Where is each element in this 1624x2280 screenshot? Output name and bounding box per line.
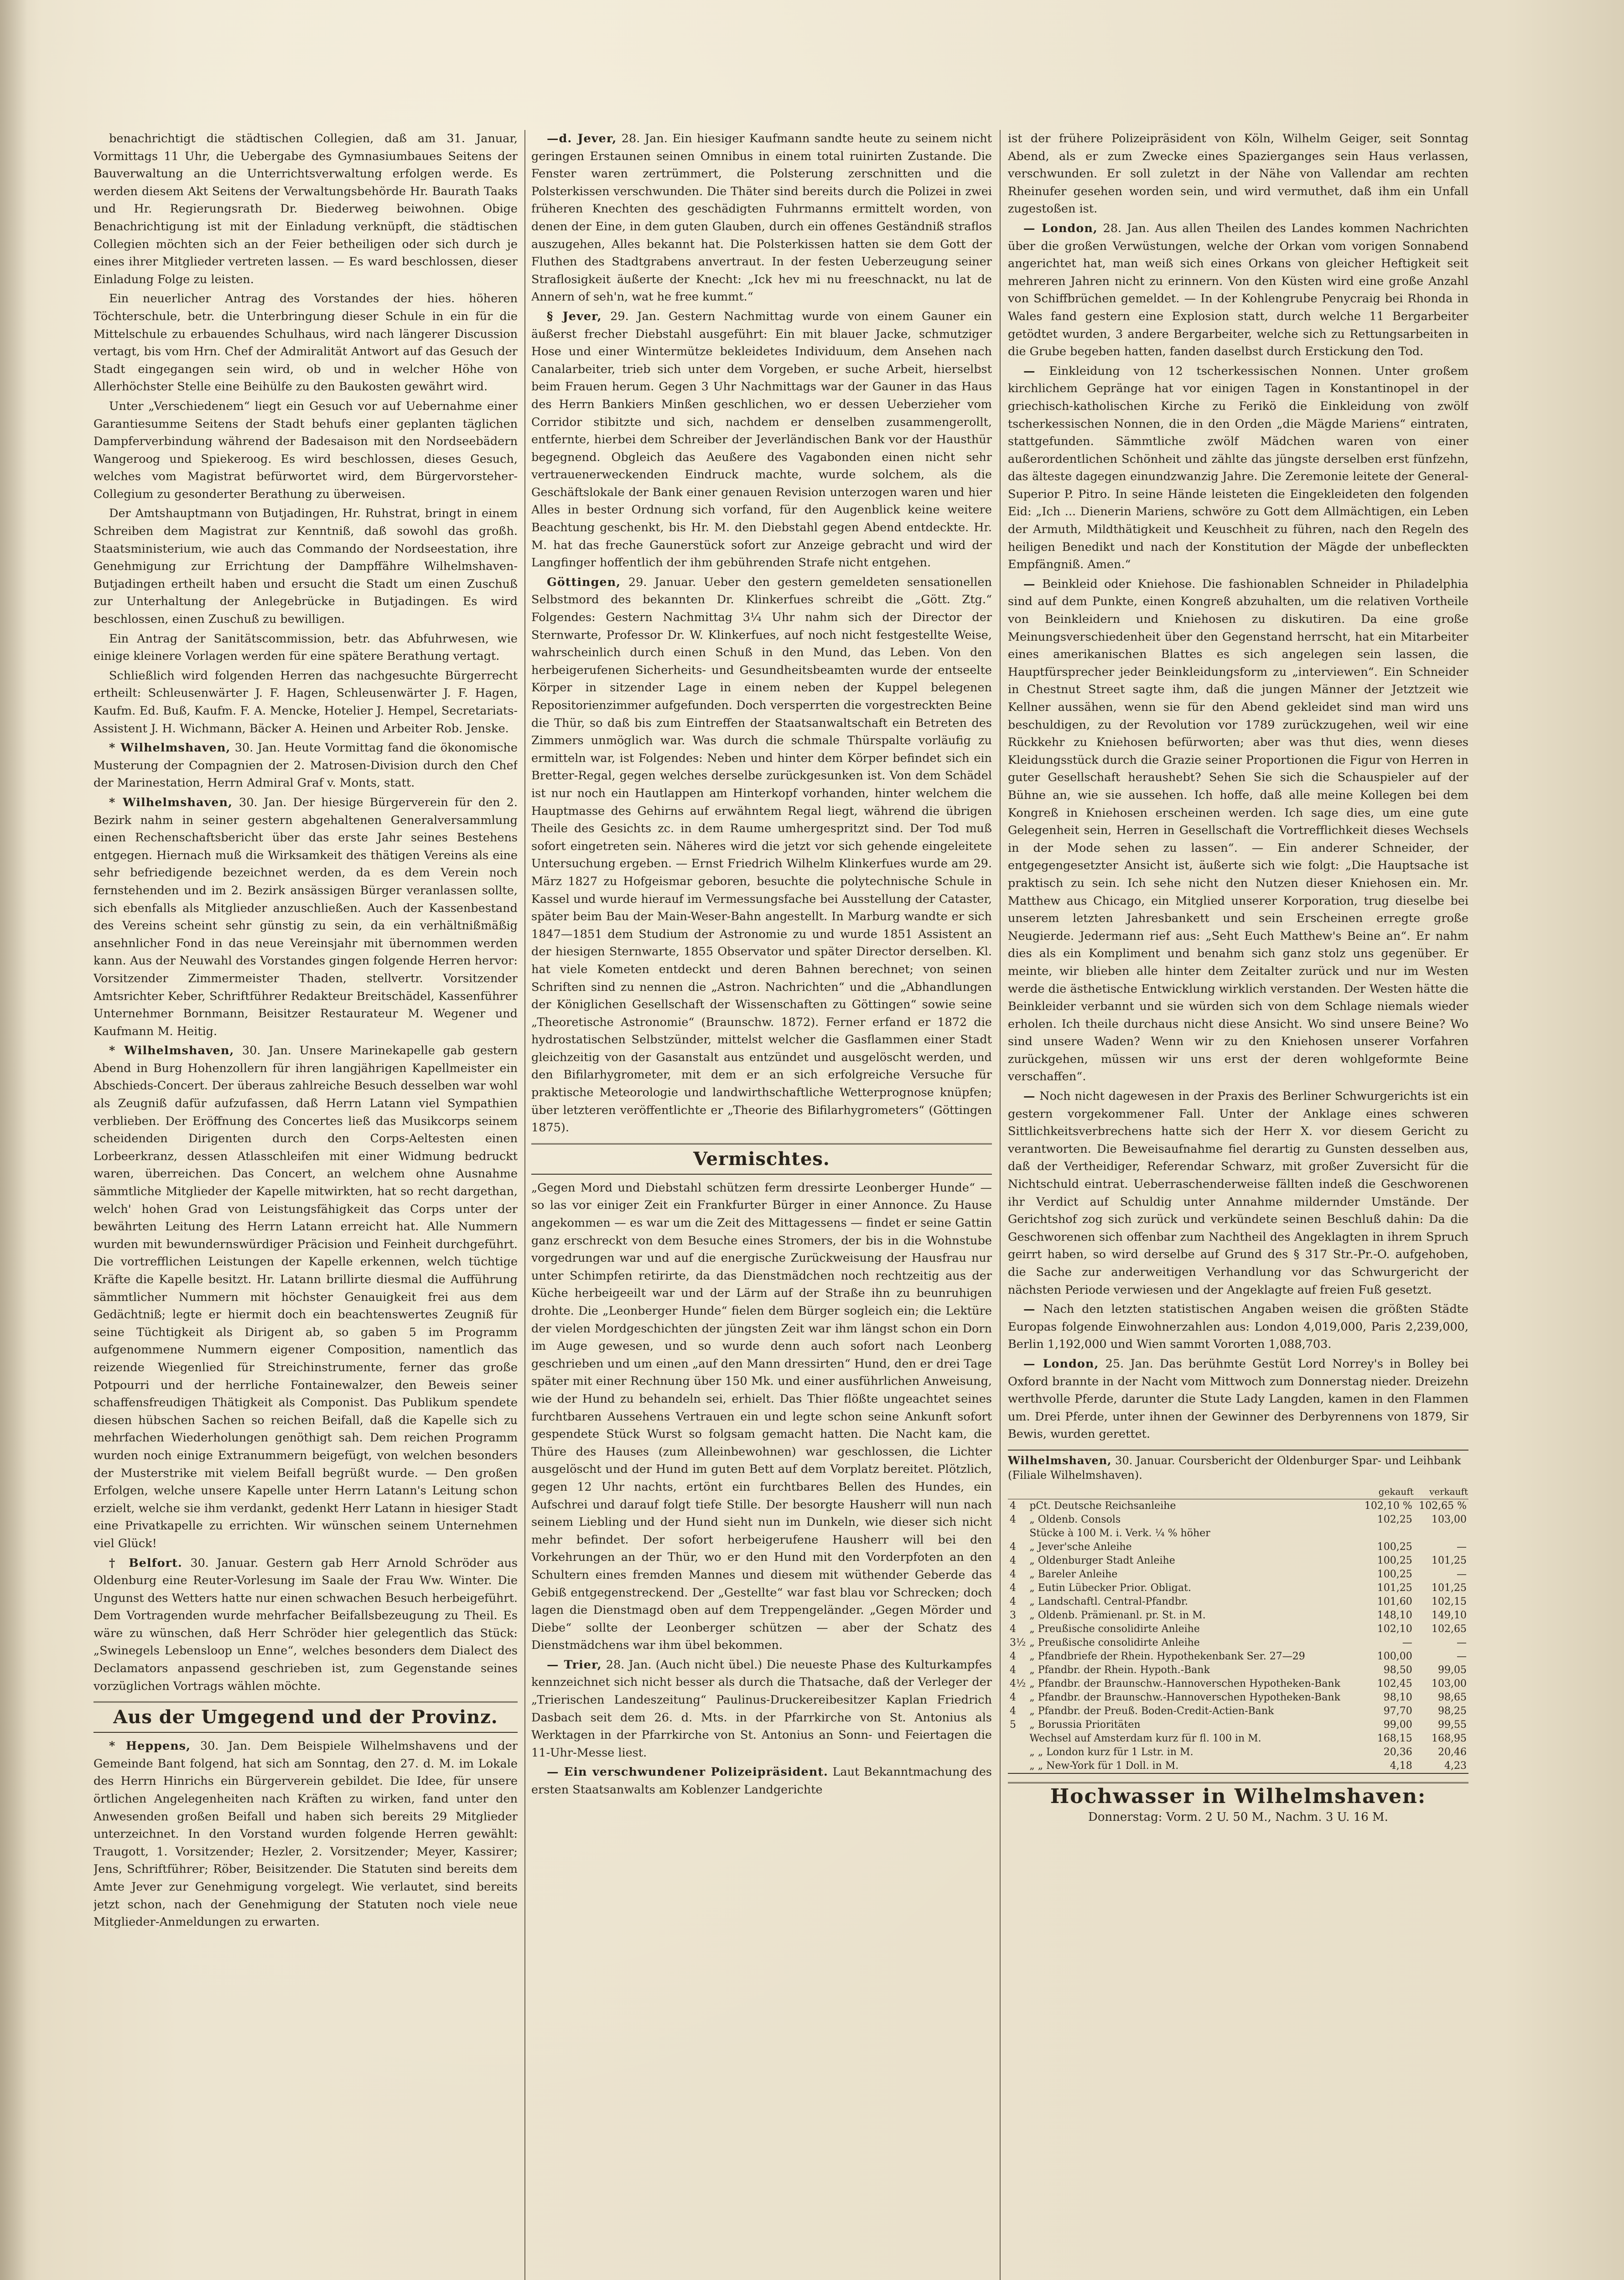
stock-pct: 4 xyxy=(1010,1568,1016,1580)
news-item xyxy=(93,1555,518,1695)
binding-shadow xyxy=(0,0,27,2280)
stock-row xyxy=(1008,1691,1468,1705)
stock-name: „ Preußische consolidirte Anleihe xyxy=(1029,1623,1200,1635)
stock-row xyxy=(1008,1499,1468,1513)
stock-bought: 99,00 xyxy=(1383,1719,1412,1731)
stock-sold: 102,65 % xyxy=(1419,1500,1467,1512)
stock-row xyxy=(1008,1513,1468,1527)
news-text: 30. Jan. Der hiesige Bürgerverein für den 2. Bezirk nahm in seiner gestern abgehaltenen Generalversammlung einen Rechenschaftsbericht über das erste Jahr seines Bestehens entgegen. Hiernach muß die Wirksamkeit des thätigen Vereins als eine sehr befriedigende bezeichnet werden, da es dem Verein noch fernstehenden und im 2. Bezirk ansässigen Bürger veranlassen sollte, sich ebenfalls als Mitglieder anzuschließen. Auch der Kassenbestand des Vereins scheint sehr günstig zu sein, da ein verhältnißmäßig ansehnlicher Fond in das neue Vereinsjahr mit übernommen werden kann. Aus der Neuwahl des Vorstandes gingen folgende Herren hervor: Vorsitzender Zimmermeister Thaden, stellvertr. Vorsitzender Amtsrichter Keber, Schriftführer Redakteur Breitschädel, Kassenführer Unternehmer Bornmann, Beisitzer Restaurateur M. Wegener und Kaufmann M. Heitig. xyxy=(93,795,518,1038)
news-dateline: — xyxy=(1023,1089,1036,1104)
news-dateline: * Wilhelmshaven, xyxy=(109,741,231,755)
stock-row xyxy=(1008,1622,1468,1636)
stock-sold: 102,65 xyxy=(1432,1623,1467,1635)
stock-sold: 98,65 xyxy=(1438,1691,1467,1703)
news-dateline: * Heppens, xyxy=(109,1739,191,1753)
stock-name: „ Borussia Prioritäten xyxy=(1029,1719,1141,1731)
miscellaneous-news-continued xyxy=(1008,130,1468,1443)
news-text: Noch nicht dagewesen in der Praxis des Berliner Schwurgerichts ist ein gestern vorgekommener Fall. Unter der Anklage eines schweren Sittlichkeitsverbrechens hatte sich der Herr X. vor diesem Gericht zu verantworten. Die Beweisaufnahme fiel derartig zu Gunsten desselben aus, daß der Vertheidiger, Referendar Schwarz, mit großer Zuversicht für die Nichtschuld eintrat. Ueberraschenderweise fällten indeß die Geschworenen ihr Verdict auf Schuldig unter Annahme mildernder Umstände. Der Gerichtshof zog sich zurück und verkündete seinen Beschluß dahin: Da die Geschworenen sich offenbar zum Nachtheil des Angeklagten in ihrem Spruch geirrt haben, so wird derselbe auf Grund des § 317 Str.-Pr.-O. aufgehoben, die Sache zur anderweitigen Verhandlung vor das Schwurgericht der nächsten Periode verwiesen und der Angeklagte auf freien Fuß gesetzt. xyxy=(1008,1089,1468,1297)
news-dateline: * Wilhelmshaven, xyxy=(109,1044,234,1058)
news-item xyxy=(93,1737,518,1931)
stock-row xyxy=(1008,1568,1468,1581)
stock-sold: 99,05 xyxy=(1438,1664,1467,1676)
stock-bought: 102,10 % xyxy=(1364,1500,1412,1512)
stock-sold: 98,25 xyxy=(1438,1705,1467,1717)
flood-times: Donnerstag: Vorm. 2 U. 50 M., Nachm. 3 U. 16 M. xyxy=(1088,1810,1388,1824)
stock-row xyxy=(1008,1663,1468,1677)
news-text: Einkleidung von 12 tscherkessischen Nonnen. Unter großem kirchlichem Gepränge hat vor einigen Tagen in Konstantinopel in der griechisch-katholischen Kirche zu Ferikö die Einkleidung von zwölf tscherkessischen Nonnen, die in den Orden „die Mägde Mariens“ eintraten, stattgefunden. Sämmtliche zwölf Mädchen waren von einer außerordentlichen Schönheit und zählte das jüngste derselben erst fünfzehn, das älteste dagegen einundzwanzig Jahre. Die Zeremonie leitete der General-Superior P. Pitro. In seine Hände leisteten die Eingekleideten den folgenden Eid: „Ich ... Dienerin Mariens, schwöre zu Gott dem Allmächtigen, ein Leben der Armuth, Mildthätigkeit und Keuschheit zu führen, nach den Regeln des heiligen Benedikt und nach der Konstitution der Mägde der unbefleckten Empfängniß. Amen.“ xyxy=(1008,364,1468,572)
news-dateline: — London, xyxy=(1023,221,1098,235)
news-text: 28. Jan. Aus allen Theilen des Landes kommen Nachrichten über die großen Verwüstungen, welche der Orkan vom vorigen Sonnabend angerichtet hat, man weiß sich eines Orkans von gleicher Heftigkeit seit mehreren Jahren nicht zu erinnern. Von den Küsten wird eine große Anzahl von Schiffbrüchen gemeldet. — In der Kohlengrube Penycraig bei Rhonda in Wales fand gestern eine Explosion statt, durch welche 11 Bergarbeiter getödtet wurden, 3 andere Bergarbeiter, welche sich zu Rettungsarbeiten in die Grube begeben hatten, fanden daselbst durch Erstickung den Tod. xyxy=(1008,221,1468,359)
stock-bought: 102,10 xyxy=(1377,1623,1412,1635)
stock-name: „ Landschaftl. Central-Pfandbr. xyxy=(1029,1596,1188,1607)
news-item xyxy=(1008,1355,1468,1443)
news-text: 29. Jan. Gestern Nachmittag wurde von einem Gauner ein äußerst frecher Diebstahl ausgeführt: Ein mit blauer Jacke, schmutziger Hose und einer Wintermütze bekleidetes Individuum, dem Ansehen nach Canalarbeiter, trieb sich unter dem Vorgeben, er suche Arbeit, hierselbst beim Frauen herum. Gegen 3 Uhr Nachmittags war der Gauner in das Haus des Herrn Bankiers Minßen geschlichen, wo er dessen Ueberzieher vom Corridor stibitzte und sich, nachdem er denselben zusammengerollt, entfernte, hierbei dem Schreiber der Jeverländischen Bank vor der Hausthür begegnend. Obgleich das Aeußere des Vagabonden einen nicht sehr vertrauenerweckenden Eindruck machte, wurde solchem, als die Geschäftslokale der Bank einer genauen Revision unterzogen waren und hier Alles in bester Ordnung sich vorfand, für den Augenblick keine weitere Beachtung geschenkt, bis Hr. M. den Diebstahl gegen Abend entdeckte. Hr. M. hat das freche Gaunerstück sofort zur Anzeige gebracht und wird der Langfinger hoffentlich der ihm gebührenden Strafe nicht entgehen. xyxy=(531,309,992,570)
stock-report xyxy=(1008,1450,1468,1774)
news-item xyxy=(1008,1301,1468,1353)
column-3 xyxy=(1008,130,1468,2280)
stock-bought: 98,50 xyxy=(1383,1664,1412,1676)
stock-pct: 4 xyxy=(1010,1541,1016,1553)
stock-sold: 99,55 xyxy=(1438,1719,1467,1731)
stock-name: „ Bareler Anleihe xyxy=(1029,1568,1118,1580)
stock-bought: 101,25 xyxy=(1377,1582,1412,1594)
news-item xyxy=(93,1042,518,1552)
stock-name: „ Jever'sche Anleihe xyxy=(1029,1541,1132,1553)
stock-pct xyxy=(1008,1746,1027,1759)
stock-row xyxy=(1008,1705,1468,1718)
news-item xyxy=(1008,363,1468,574)
stock-sold: 20,46 xyxy=(1438,1746,1467,1758)
stock-sold: 101,25 xyxy=(1432,1582,1467,1594)
stock-pct: 3½ xyxy=(1010,1637,1026,1648)
stock-name: „ Pfandbriefe der Rhein. Hypothekenbank Ser. 27—29 xyxy=(1029,1650,1305,1662)
stock-bought: 100,25 xyxy=(1377,1555,1412,1566)
stock-pct: 4 xyxy=(1010,1623,1016,1635)
province-news xyxy=(93,1737,518,1931)
news-item xyxy=(1008,220,1468,361)
news-dateline: † Belfort. xyxy=(109,1556,182,1570)
stock-bought: 102,45 xyxy=(1377,1678,1412,1689)
stock-table xyxy=(1008,1484,1468,1773)
news-dateline: — Trier, xyxy=(547,1658,602,1672)
news-text: Beinkleid oder Kniehose. Die fashionablen Schneider in Philadelphia sind auf dem Punkte, einen Kongreß abzuhalten, um die relativen Vortheile von Beinkleidern und Kniehosen zu diskutiren. Da eine große Meinungsverschiedenheit über den Gegenstand herrscht, hat ein Mitarbeiter eines amerikanischen Blattes es sich angelegen sein lassen, die Hauptfürsprecher jeder Beinkleidungsform zu „interviewen“. Ein Schneider in Chestnut Street sagte ihm, daß die jungen Männer der Jetztzeit wie Kellner aussähen, wenn sie für den Abend gekleidet sind man wird uns beschuldigen, zu der Revolution vor 1789 zurückzugehen, weil wir eine Rückkehr zu Kniehosen befürworten; aber was thut dies, wenn dieses Kleidungsstück durch die Grazie seiner Proportionen die Figur von Herren in guter Gesellschaft heraushebt? Sehen Sie sich die Schauspieler auf der Bühne an, wie sie aussehen. Ich hoffe, daß alle meine Kollegen bei dem Kongreß in Kniehosen erscheinen werden. Ich sage dies, um eine gute Gelegenheit sein, Herren in Gesellschaft die Vortrefflichkeit dieses Wechsels in der Mode sehen zu lassen“. — Ein anderer Schneider, der entgegengesetzter Ansicht ist, äußerte sich wie folgt: „Die Hauptsache ist praktisch zu sein. Ich sehe nicht den Nutzen dieser Kniehosen ein. Mr. Matthew aus Chicago, ein Mitglied unserer Korporation, trug dieselbe bei unserem letzten Jahresbankett und sein Erscheinen erregte große Neugierde. Jedermann rief aus: „Seht Euch Matthew's Beine an“. Er nahm dies als ein Kompliment und benahm sich ganz stolz uns gegenüber. Er meinte, wir blieben alle hinter dem Zeitalter zurück und nur im Westen werde die ästhetische Entwicklung wirklich verstanden. Der Westen hätte die Beinkleider verbannt und sie würden sich von dem Schlage niemals wieder erholen. Ich theile durchaus nicht diese Ansicht. Wo sind unsere Beine? Wo sind unsere Waden? Wenn wir zu den Kniehosen unserer Vorfahren zurückgehen, müssen wir uns erst der deren wohlgeformte Beine verschaffen“. xyxy=(1008,577,1468,1084)
news-item xyxy=(531,574,992,1137)
stock-pct xyxy=(1008,1527,1027,1540)
news-dateline: Göttingen, xyxy=(547,575,621,589)
stock-row xyxy=(1008,1650,1468,1663)
paragraph: benachrichtigt die städtischen Collegien, daß am 31. Januar, Vormittags 11 Uhr, die Uebergabe des Gymnasiumbaues Seitens der Bauverwaltung an die Unterrichtsverwaltung erfolgen werde. Es werden diesem Akt Seitens der Verwaltungsbehörde Hr. Baurath Taaks und Hr. Regierungsrath Dr. Biederweg beiwohnen. Obige Benachrichtigung ist mit der Einladung verknüpft, die städtischen Collegien möchten sich an der Feier betheiligen oder sich durch je eines ihrer Mitglieder vertreten lassen. — Es ward beschlossen, dieser Einladung Folge zu leisten. xyxy=(93,132,518,286)
stock-sold: 149,10 xyxy=(1432,1609,1467,1621)
regional-news xyxy=(531,130,992,1137)
stock-name: „ „ New-York für 1 Doll. in M. xyxy=(1029,1760,1179,1772)
column-2 xyxy=(531,130,992,2280)
stock-name: „ Oldenb. Prämienanl. pr. St. in M. xyxy=(1029,1609,1206,1621)
flood-title: Hochwasser in Wilhelmshaven: xyxy=(1008,1782,1468,1806)
stock-sold: — xyxy=(1457,1541,1467,1553)
stock-pct: 4 xyxy=(1010,1705,1016,1717)
news-item xyxy=(93,794,518,1040)
stock-row xyxy=(1008,1636,1468,1650)
paragraph: Der Amtshauptmann von Butjadingen, Hr. Ruhstrat, bringt in einem Schreiben dem Magistrat zur Kenntniß, daß sowohl das großh. Staatsministerium, wie auch das Commando der Nordseestation, ihre Genehmigung zur Errichtung der Dampffähre Wilhelmshaven-Butjadingen ertheilt haben und ersucht die Stadt um einen Zuschuß zur Unterhaltung der Anlegebrücke in Butjadingen. Es wird beschlossen, einen Zuschuß zu bewilligen. xyxy=(93,507,518,627)
news-text: „Gegen Mord und Diebstahl schützen ferm dressirte Leonberger Hunde“ — so las vor einiger Zeit ein Frankfurter Bürger in einer Annonce. Zu Hause angekommen — es war um die Zeit des Mittagessens — findet er seine Gattin ganz erschreckt von dem Besuche eines Stromers, der bis in die Wohnstube vorgedrungen war und auf die energische Zurückweisung der Hausfrau nur unter Schimpfen retirirte, da das Dienstmädchen noch rechtzeitig aus der Küche herbeigeeilt war und der Lärm auf der Straße ihn zu beunruhigen drohte. Die „Leonberger Hunde“ fielen dem Bürger sogleich ein; die Lektüre der vielen Mordgeschichten der jüngsten Zeit war ihm längst schon ein Dorn im Auge gewesen, und so wurde denn auch sofort nach Leonberg geschrieben und um einen „auf den Mann dressirten“ Hund, den er drei Tage später mit einer Rechnung über 150 Mk. und einer ausführlichen Anweisung, wie der Hund zu behandeln sei, erhielt. Das Thier flößte ungeachtet seines furchtbaren Aussehens Vertrauen ein und legte schon seine Ankunft sofort gespendete Stück Wurst so folgsam gemacht hatten. Die Nacht kam, die Thüre des Hauses (zum Alleinbewohnen) war geschlossen, die Lichter ausgelöscht und der Hund im guten Bett auf dem Vorplatz bereitet. Plötzlich, gegen 12 Uhr nachts, ertönt ein furchtbares Bellen des Hundes, ein Aufschrei und darauf folgt tiefe Stille. Der besorgte Hausherr will nun nach seinem Liebling und der Hund sieht nun im Dunkeln, wie dieser sich nicht mehr befindet. Der sofort herbeigerufene Hausherr will bei den Vorkehrungen an der Thür, wo er den Hund mit den Vorderpfoten an den Schultern eines fremden Mannes und diesem mit wüthender Geberde das Gebiß entgegenstreckend. Der „Gestellte“ war fast blau vor Schrecken; doch lagen die Dienstmagd oben auf dem Treppengeländer. „Gegen Mörder und Diebe“ sollte der Leonberger schützen — aber der Schatz des Dienstmädchens war ihm übel bekommen. xyxy=(531,1181,992,1653)
news-item xyxy=(1008,575,1468,1086)
stock-pct: 3 xyxy=(1010,1609,1016,1621)
stock-pct: 4 xyxy=(1010,1582,1016,1594)
news-dateline: —d. Jever, xyxy=(547,132,617,145)
stock-name: pCt. Deutsche Reichsanleihe xyxy=(1029,1500,1176,1512)
news-text: 28. Jan. (Auch nicht übel.) Die neueste Phase des Kulturkampfes kennzeichnet sich nicht besser als durch die Thatsache, daß der Verleger der „Trierischen Landeszeitung“ Paulinus-Druckereibesitzer Kaplan Friedrich Dasbach seit dem 26. d. Mts. in der Pfarrkirche von St. Antonius als Werktagen in der Pfarrkirche von St. Antonius an Sonn- und Feiertagen die 11-Uhr-Messe liest. xyxy=(531,1658,992,1760)
stock-sold: 103,00 xyxy=(1432,1678,1467,1689)
stock-row xyxy=(1008,1759,1468,1773)
stock-pct: 4 xyxy=(1010,1555,1016,1566)
stock-row xyxy=(1008,1527,1468,1540)
stock-pct: 4 xyxy=(1010,1691,1016,1703)
stock-name: „ Pfandbr. der Braunschw.-Hannoverschen Hypotheken-Bank xyxy=(1029,1691,1340,1703)
news-dateline: * Wilhelmshaven, xyxy=(109,795,233,809)
stock-pct: 4 xyxy=(1010,1513,1016,1525)
stock-pct: 4 xyxy=(1010,1650,1016,1662)
stock-row xyxy=(1008,1718,1468,1732)
paragraph: Unter „Verschiedenem“ liegt ein Gesuch vor auf Uebernahme einer Garantiesumme Seitens der Stadt behufs einer geplanten täglichen Dampferverbindung während der Badesaison mit den Nordseebädern Wangeroog und Spiekeroog. Es wird beschlossen, dieses Gesuch, welches vom Magistrat befürwortet wird, dem Bürgervorsteher-Collegium zu gesonderter Berathung zu überweisen. xyxy=(93,399,518,501)
stock-sold: 168,95 xyxy=(1432,1732,1467,1744)
column-rule xyxy=(1000,130,1001,2280)
news-dateline: — London, xyxy=(1023,1357,1099,1371)
stock-report-title: Wilhelmshaven, 30. Januar. Coursbericht der Oldenburger Spar- und Leihbank (Filiale Wilhelmshaven). xyxy=(1008,1453,1461,1482)
paragraph: Schließlich wird folgenden Herren das nachgesuchte Bürgerrecht ertheilt: Schleusenwärter J. F. Hagen, Schleusenwärter J. F. Hagen, Kaufm. Ed. Buß, Kaufm. F. A. Mencke, Hotelier J. Hempel, Secretariats-Assistent J. H. Wichmann, Bäcker A. Heinen und Arbeiter Rob. Jenske. xyxy=(93,668,518,736)
stock-pct xyxy=(1008,1759,1027,1773)
stock-bought: 148,10 xyxy=(1377,1609,1412,1621)
stock-name: Wechsel auf Amsterdam kurz für fl. 100 in M. xyxy=(1029,1732,1261,1744)
news-text: 29. Januar. Ueber den gestern gemeldeten sensationellen Selbstmord des bekannten Dr. Klinkerfues schreibt die „Gött. Ztg.“ Folgendes: Gestern Nachmittag 3¼ Uhr nahm sich der Director der Sternwarte, Professor Dr. W. Klinkerfues, auf noch nicht festgestellte Weise, wahrscheinlich durch einen Schuß in den Mund, das Leben. Von den herbeigerufenen Sicherheits- und Gesundheitsbeamten wurde der entseelte Körper in sitzender Lage in einem neben der Kuppel belegenen Repositorienzimmer aufgefunden. Doch versperrten die vorgestreckten Beine die Thür, so daß bis zum Eintreffen der Staatsanwaltschaft ein Betreten des Zimmers unmöglich war. Was durch die schmale Thürspalte vorläufig zu ermitteln war, ist Folgendes: Neben und hinter dem Körper befindet sich ein Bretter-Regal, gegen welches derselbe zurückgesunken ist. Von dem Schädel ist nur noch ein Hautlappen am Hinterkopf vorhanden, hinter welchem die Hauptmasse des Gehirns auf erwähntem Regal liegt, während die übrigen Theile des Gesichts zc. in dem Raume umhergespritzt sind. Der Tod muß sofort eingetreten sein. Näheres wird die jetzt vor sich gehende eingeleitete Untersuchung ergeben. — Ernst Friedrich Wilhelm Klinkerfues wurde am 29. März 1827 zu Hofgeismar geboren, besuchte die polytechnische Schule in Kassel und wurde hierauf im Vermessungsfache bei Ausstellung der Cataster, später beim Bau der Main-Weser-Bahn angestellt. In Marburg wandte er sich 1847—1851 dem Studium der Astronomie zu und wurde 1851 Assistent an der hiesigen Sternwarte, 1855 Observator und später Director derselben. Kl. hat viele Kometen entdeckt und deren Bahnen berechnet; von seinen Schriften sind zu nennen die „Astron. Nachrichten“ und die „Abhandlungen der Königlichen Gesellschaft der Wissenschaften zu Göttingen“ sowie seine „Theoretische Astronomie“ (Braunschw. 1872). Ferner erfand er 1872 die hydrostatischen Selbstzünder, mittelst welcher die Gasflammen einer Stadt gleichzeitig von der Gasanstalt aus entzündet und ausgelöscht werden, und den Bifilarhygrometer, mit dem er an sich erfolgreiche Versuche für praktische Meteorologie und landwirthschaftliche Wetterprognose knüpfen; über letzteren veröffentlichte er „Theorie des Bifilarhygrometers“ (Göttingen 1875). xyxy=(531,575,992,1135)
stock-sold: — xyxy=(1457,1637,1467,1648)
stock-name: „ „ London kurz für 1 Lstr. in M. xyxy=(1029,1746,1193,1758)
section-heading-province: Aus der Umgegend und der Provinz. xyxy=(93,1701,518,1733)
news-item xyxy=(1008,1088,1468,1299)
stock-pct: 4 xyxy=(1010,1500,1016,1512)
stock-bought: 97,70 xyxy=(1383,1705,1412,1717)
news-item xyxy=(531,1763,992,1798)
news-text: 30. Jan. Unsere Marinekapelle gab gestern Abend in Burg Hohenzollern für ihren langjährigen Kapellmeister ein Abschieds-Concert. Der überaus zahlreiche Besuch desselben war wohl als Zeugniß dafür aufzufassen, daß Herrn Latann viel Sympathien verblieben. Der Eröffnung des Concertes ließ das Musikcorps seinem scheidenden Dirigenten durch den Corps-Aeltesten einen Lorbeerkranz, dessen Atlasschleifen mit einer Widmung bedruckt waren, überreichen. Das Concert, an welchem ohne Ausnahme sämmtliche Mitglieder der Kapelle mitwirkten, hat so recht dargethan, welch' hohen Grad von Leistungsfähigkeit das Corps unter der bewährten Leitung des Herrn Latann erreicht hat. Alle Nummern wurden mit bewundernswürdiger Präcision und Feinheit durchgeführt. Die vortrefflichen Leistungen der Kapelle erkennen, welch tüchtige Kräfte die Kapelle besitzt. Hr. Latann brillirte diesmal die Aufführung sämmtlicher Nummern mit höchster Genauigkeit frei aus dem Gedächtniß; legte er hiermit doch ein beachtenswertes Zeugniß für seine Tüchtigkeit als Dirigent ab, so gaben 5 im Programm aufgenommene Nummern eigener Composition, namentlich das reizende Wiegenlied für Streichinstrumente, ferner das große Potpourri und der herrliche Fontainewalzer, den Beweis seiner schaffensfreudigen Thätigkeit als Componist. Das Publikum spendete diesen hübschen Sachen so reichen Beifall, daß die Kapelle sich zu mehrfachen Wiederholungen genöthigt sah. Dem reichen Programm wurden noch einige Extranummern beigefügt, von welchen besonders der Musterstrike mit vielem Beifall begrüßt wurde. — Den großen Erfolgen, welche unsere Kapelle unter Herrn Latann's Leitung schon erzielt, welche sie ihm verdankt, gedenkt Herr Latann in hiesiger Stadt eine Privatkapelle zu errichten. Wir wünschen seinem Unternehmen viel Glück! xyxy=(93,1044,518,1550)
news-dateline: — xyxy=(1023,1302,1036,1316)
news-text: Laut Bekanntmachung des ersten Staatsanwalts am Koblenzer Landgerichte xyxy=(531,1765,992,1797)
stock-bought: — xyxy=(1402,1637,1412,1648)
stock-bought: 20,36 xyxy=(1383,1746,1412,1758)
stock-name: „ Pfandbr. der Preuß. Boden-Credit-Actien-Bank xyxy=(1029,1705,1274,1717)
stock-bought: 168,15 xyxy=(1377,1732,1412,1744)
stock-pct: 4 xyxy=(1010,1664,1016,1676)
col-bought: gekauft xyxy=(1360,1484,1414,1499)
stock-row xyxy=(1008,1677,1468,1691)
stock-pct: 4½ xyxy=(1010,1678,1026,1689)
stock-bought: 101,60 xyxy=(1377,1596,1412,1607)
stock-name: „ Oldenb. Consols xyxy=(1029,1513,1121,1525)
news-item xyxy=(531,130,992,306)
section-heading-misc: Vermischtes. xyxy=(531,1143,992,1175)
stock-name: „ Oldenburger Stadt Anleihe xyxy=(1029,1555,1175,1566)
stock-bought: 102,25 xyxy=(1377,1513,1412,1525)
news-item xyxy=(531,1179,992,1654)
stock-row xyxy=(1008,1746,1468,1759)
column-1 xyxy=(93,130,518,2280)
stock-row xyxy=(1008,1595,1468,1609)
stock-bought: 100,25 xyxy=(1377,1541,1412,1553)
stock-row xyxy=(1008,1609,1468,1622)
council-report xyxy=(93,130,518,737)
stock-sold: — xyxy=(1457,1568,1467,1580)
local-news xyxy=(93,739,518,1695)
news-text: 30. Jan. Heute Vormittag fand die ökonomische Musterung der Compagnien der 2. Matrosen-Division durch den Chef der Marinestation, Herrn Admiral Graf v. Monts, statt. xyxy=(93,741,518,790)
stock-row xyxy=(1008,1732,1468,1746)
stock-name: „ Eutin Lübecker Prior. Obligat. xyxy=(1029,1582,1191,1594)
news-text: 25. Jan. Das berühmte Gestüt Lord Norrey's in Bolley bei Oxford brannte in der Nacht vom Mittwoch zum Donnerstag nieder. Dreizehn werthvolle Pferde, darunter die Stute Lady Langden, kamen in den Flammen um. Drei Pferde, unter ihnen der Gewinner des Derbyrennens von 1879, Sir Bewis, wurden gerettet. xyxy=(1008,1357,1468,1441)
news-dateline: § Jever, xyxy=(547,309,602,323)
col-sold: verkauft xyxy=(1414,1484,1468,1499)
miscellaneous-news xyxy=(531,1179,992,1799)
stock-row xyxy=(1008,1581,1468,1595)
stock-sold: 101,25 xyxy=(1432,1555,1467,1566)
news-dateline: — Ein verschwundener Polizeipräsident. xyxy=(547,1765,828,1779)
news-text: ist der frühere Polizeipräsident von Köln, Wilhelm Geiger, seit Sonntag Abend, als er zum Zwecke eines Spazierganges sein Haus verlassen, verschwunden. Er soll zuletzt in der Nähe von Vallendar am rechten Rheinufer gesehen worden sein, und wird vermuthet, daß ihm ein Unfall zugestoßen ist. xyxy=(1008,132,1468,216)
stock-pct xyxy=(1008,1732,1027,1746)
news-item xyxy=(93,739,518,792)
paragraph: Ein neuerlicher Antrag des Vorstandes der hies. höheren Töchterschule, betr. die Unterbringung dieser Schule in ein für die Mittelschule zu erbauendes Schulhaus, wird nach längerer Discussion vertagt, bis vom Hrn. Chef der Admiralität Antwort auf das Gesuch der Stadt eingegangen sein wird, ob und in welcher Höhe von Allerhöchster Stelle eine Beihülfe zu den Baukosten gewährt wird. xyxy=(93,292,518,394)
stock-pct: 4 xyxy=(1010,1596,1016,1607)
stock-sold: — xyxy=(1457,1650,1467,1662)
stock-name: „ Preußische consolidirte Anleihe xyxy=(1029,1637,1200,1648)
news-dateline: — xyxy=(1023,364,1036,378)
stock-pct: 5 xyxy=(1010,1719,1016,1731)
news-text: 28. Jan. Ein hiesiger Kaufmann sandte heute zu seinem nicht geringen Erstaunen seinen Omnibus in einem total ruinirten Zustande. Die Fenster waren zertrümmert, die Polsterung zerschnitten und die Polsterkissen verschwunden. Die Thäter sind bereits durch die Polizei in zwei früheren Knechten des geschädigten Fuhrmanns ermittelt worden, von denen der Eine, in dem guten Glauben, durch ein offenes Geständniß straflos auszugehen, Alles bekannt hat. Die Polsterkissen hatten sie dem Gott der Fluthen des Stadtgrabens anvertraut. In der festen Ueberzeugung seiner Straflosigkeit äußerte der Knecht: „Ick hev mi nu freeschnackt, nu lat de Annern of seh'n, wat he free kummt.“ xyxy=(531,132,992,304)
news-text: 30. Januar. Gestern gab Herr Arnold Schröder aus Oldenburg eine Reuter-Vorlesung im Saale der Frau Ww. Winter. Die Ungunst des Wetters hatte nur einen schwachen Besuch herbeigeführt. Dem Vortragenden wurde mehrfacher Beifallsbezeugung zu Theil. Es wäre zu wünschen, daß Herr Schröder hier gelegentlich das Stück: „Swinegels Lebensloop un Enne“, welches besonders dem Dialect des Declamators anpassend geschrieben ist, zum Gegenstande seines vorzüglichen Vortrags wählen möchte. xyxy=(93,1556,518,1693)
column-rule xyxy=(524,130,525,2280)
stock-bought xyxy=(1360,1527,1414,1540)
news-text: Nach den letzten statistischen Angaben weisen die größten Städte Europas folgende Einwohnerzahlen aus: London 4,019,000, Paris 2,239,000, Berlin 1,192,000 und Wien sammt Vororten 1,088,703. xyxy=(1008,1302,1468,1352)
stock-sold: 103,00 xyxy=(1432,1513,1467,1525)
stock-sold xyxy=(1414,1527,1468,1540)
news-text: 30. Jan. Dem Beispiele Wilhelmshavens und der Gemeinde Bant folgend, hat sich am Sonntag, den 27. d. M. im Lokale des Herrn Hinrichs ein Bürgerverein gebildet. Die Idee, für unsere örtlichen Angelegenheiten nach Kräften zu wirken, fand unter den Anwesenden großen Beifall und haben sich bereits 29 Mitglieder unterzeichnet. In den Vorstand wurden folgende Herren gewählt: Traugott, 1. Vorsitzender; Hezler, 2. Vorsitzender; Meyer, Kassirer; Jens, Schriftführer; Röber, Beisitzender. Die Statuten sind bereits dem Amte Jever zur Genehmigung vorgelegt. Wie verlautet, sind bereits jetzt schon, nach der Genehmigung der Statuten noch viele neue Mitglieder-Anmeldungen zu erwarten. xyxy=(93,1739,518,1929)
stock-name: „ Pfandbr. der Rhein. Hypoth.-Bank xyxy=(1029,1664,1210,1676)
stock-bought: 98,10 xyxy=(1383,1691,1412,1703)
news-dateline: — xyxy=(1023,577,1036,591)
stock-name: Stücke à 100 M. i. Verk. ¼ % höher xyxy=(1029,1527,1210,1539)
paragraph: Ein Antrag der Sanitätscommission, betr. das Abfuhrwesen, wie einige kleinere Vorlagen werden für eine spätere Berathung vertagt. xyxy=(93,632,518,663)
news-item xyxy=(1008,130,1468,218)
stock-bought: 100,00 xyxy=(1377,1650,1412,1662)
stock-bought: 4,18 xyxy=(1390,1760,1412,1772)
news-item xyxy=(531,1656,992,1762)
news-item xyxy=(531,308,992,572)
stock-row xyxy=(1008,1554,1468,1568)
stock-sold: 102,15 xyxy=(1432,1596,1467,1607)
stock-row xyxy=(1008,1540,1468,1554)
stock-sold: 4,23 xyxy=(1444,1760,1467,1772)
stock-bought: 100,25 xyxy=(1377,1568,1412,1580)
stock-name: „ Pfandbr. der Braunschw.-Hannoverschen Hypotheken-Bank xyxy=(1029,1678,1340,1689)
